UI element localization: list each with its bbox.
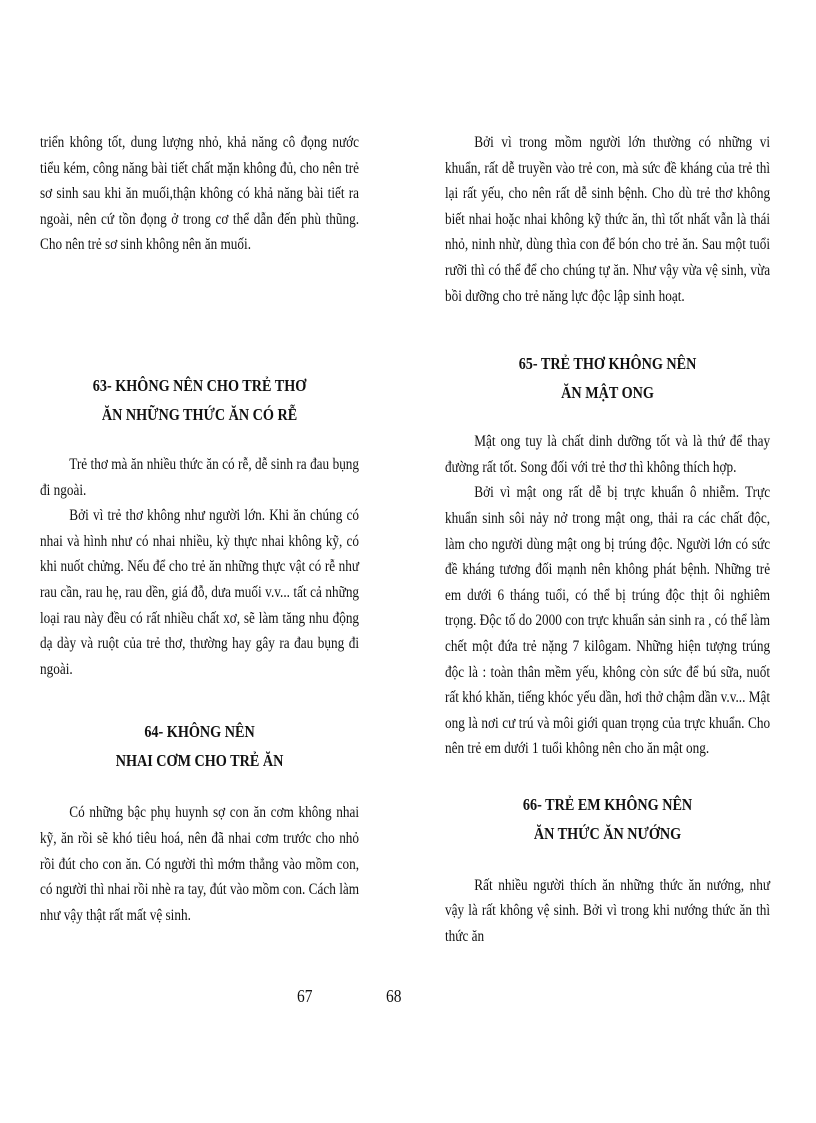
section-66-title-line-1: 66- TRẺ EM KHÔNG NÊN (522, 794, 693, 814)
section-63-title-line-1: 63- KHÔNG NÊN CHO TRẺ THƠ (92, 375, 307, 395)
section-64-title-line-2: NHAI CƠM CHO TRẺ ĂN (115, 751, 284, 771)
section-64-paragraph-1: Có những bậc phụ huynh sợ con ăn cơm không nhai kỹ, ăn rồi sẽ khó tiêu hoá, nên đã nhai cơm trước cho nhỏ rồi đút cho con ăn. Có người thì mớm thẳng vào mồm con, có người thì nhai rồi nhè ra tay, đút vào mồm con. Cách làm như vậy thật rất mất vệ sinh. (40, 804, 360, 924)
section-65-paragraph-2: Bởi vì mật ong rất dễ bị trực khuẩn ô nhiễm. Trực khuẩn sinh sôi nảy nở trong mật ong, thải ra các chất độc, làm cho người dùng mật ong bị trúng độc. Người lớn có sức đề kháng tương đối mạnh nên không phát bệnh. Những trẻ em dưới 6 tháng tuổi, có thể bị trúng độc thịt ôi nghiêm trọng. Độc tố do 2000 con trực khuẩn sản sinh ra , có thể làm chết một đứa trẻ nặng 7 kilôgam. Những hiện tượng trúng độc là : toàn thân mềm yếu, không còn sức để bú sữa, nuốt rất khó khăn, tiếng khóc yếu dần, hơi thở chậm dần v.v... Mật ong là nơi cư trú và môi giới quan trọng của trực khuẩn. Cho nên trẻ em dưới 1 tuổi không nên cho ăn mật ong. (445, 484, 771, 758)
section-66-paragraph-1: Rất nhiều người thích ăn những thức ăn nướng, như vậy là rất không vệ sinh. Bởi vì trong khi nướng thức ăn thì thức ăn (445, 876, 771, 946)
section-65-title-line-1: 65- TRẺ THƠ KHÔNG NÊN (518, 354, 697, 374)
section-65-paragraph-1: Mật ong tuy là chất dinh dưỡng tốt và là thứ để thay đường rất tốt. Song đối với trẻ thơ thì không thích hợp. (445, 433, 771, 476)
section-64-title-line-1: 64- KHÔNG NÊN (144, 722, 255, 742)
section-63-paragraph-2: Bởi vì trẻ thơ không như người lớn. Khi ăn chúng có nhai và hình như có nhai nhiều, kỳ thực nhai không kỹ, có khi nuốt chửng. Nếu để cho trẻ ăn những thực vật có rễ như rau cần, rau hẹ, rau dền, giá đỗ, dưa muối v.v... tất cả những loại rau này đều có rất nhiều chất xơ, sẽ làm tăng nhu động dạ dày và ruột của trẻ thơ, thường hay gây ra đau bụng đi ngoài. (40, 507, 360, 678)
section-63-title-line-2: ĂN NHỮNG THỨC ĂN CÓ RỄ (101, 404, 298, 424)
section-65-title-line-2: ĂN MẬT ONG (561, 383, 654, 403)
page-number-right: 68 (386, 986, 402, 1006)
page-number-left: 67 (297, 986, 313, 1006)
right-continuation-paragraph: Bởi vì trong mồm người lớn thường có những vi khuẩn, rất dễ truyền vào trẻ con, mà sức đề kháng của trẻ thì lại rất yếu, cho nên rất dễ sinh bệnh. Cho dù trẻ thơ không biết nhai hoặc nhai không kỹ thức ăn, thì tốt nhất vẫn là thái nhỏ, ninh nhừ, dùng thìa con để bón cho trẻ ăn. Sau một tuổi rưỡi thì có thể để cho chúng tự ăn. Như vậy vừa vệ sinh, vừa bồi dưỡng cho trẻ năng lực độc lập sinh hoạt. (445, 134, 771, 305)
left-continuation-paragraph: triển không tốt, dung lượng nhỏ, khả năng cô đọng nước tiểu kém, công năng bài tiết chất mặn không đủ, cho nên trẻ sơ sinh sau khi ăn muối,thận không có khả năng bài tiết ra ngoài, nên cứ tồn đọng ở trong cơ thể dẫn đến phù thũng. Cho nên trẻ sơ sinh không nên ăn muối. (40, 134, 360, 254)
section-63-paragraph-1: Trẻ thơ mà ăn nhiều thức ăn có rễ, dễ sinh ra đau bụng đi ngoài. (40, 455, 360, 499)
left-page (40, 130, 359, 928)
right-page (445, 130, 770, 950)
section-66-title-line-2: ĂN THỨC ĂN NƯỚNG (533, 823, 682, 843)
